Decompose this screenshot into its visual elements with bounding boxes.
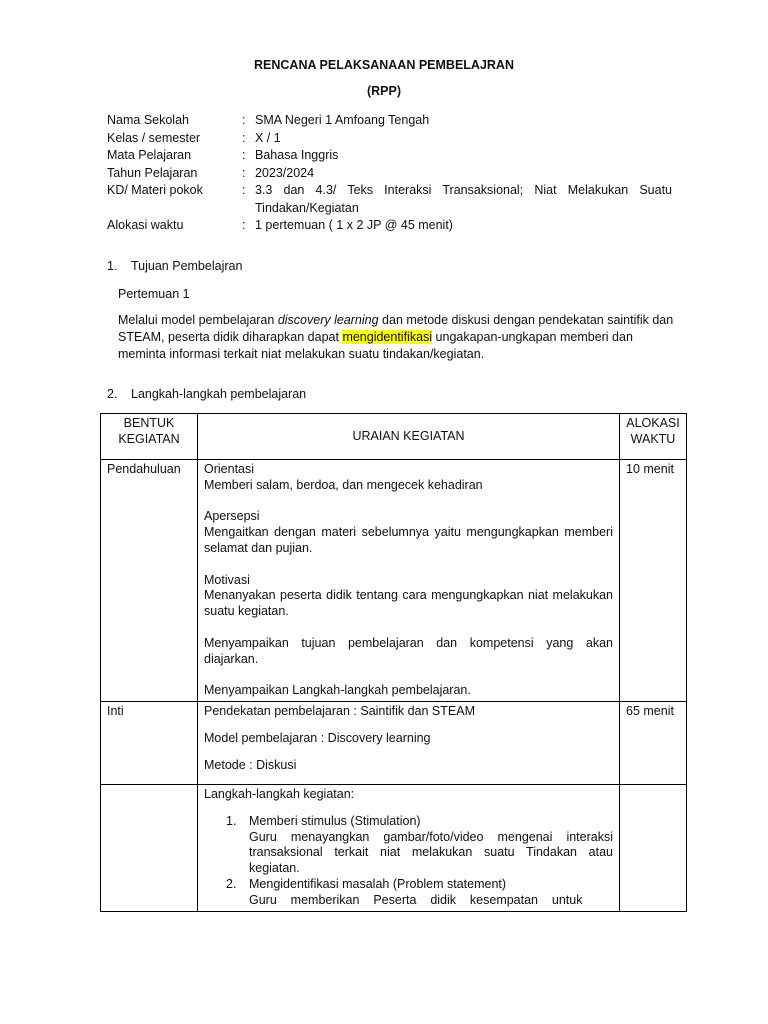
objective-italic: discovery learning (277, 313, 379, 327)
list-item (204, 814, 613, 877)
orientasi-text: Memberi salam, berdoa, dan mengecek kehadiran (204, 477, 483, 492)
header-line: WAKTU (630, 431, 676, 446)
identity-block (107, 112, 672, 235)
meta-value: 2023/2024 (255, 165, 315, 180)
objective-paragraph (118, 312, 678, 364)
meta-colon: : (242, 130, 246, 145)
meta-label: Mata Pelajaran (107, 148, 192, 162)
orientasi-title: Orientasi (204, 462, 255, 476)
meta-value: SMA Negeri 1 Amfoang Tengah (255, 113, 430, 127)
header-time-allocation (620, 414, 687, 460)
step-text: Guru memberikan Peserta didik kesempatan untuk (249, 892, 583, 907)
objective-highlight: mengidentifikasi (342, 330, 433, 345)
table-row-inti (101, 701, 687, 784)
header-activity-form (101, 414, 198, 460)
activity-description (198, 701, 620, 784)
step-number: 2. (226, 876, 237, 891)
meta-row-school (107, 112, 672, 130)
list-item (204, 877, 613, 909)
meta-colon: : (242, 183, 246, 197)
document-title: RENCANA PELAKSANAAN PEMBELAJRAN (254, 58, 514, 72)
time-allocation: 10 menit (620, 460, 687, 702)
steps-list (204, 814, 613, 909)
langkah-text: Menyampaikan Langkah-langkah pembelajaran. (204, 683, 471, 698)
table-header-row (101, 414, 687, 460)
steps-title: Langkah-langkah kegiatan: (204, 786, 355, 801)
apersepsi-text: Mengaitkan dengan materi sebelumnya yaitu mengungkapkan memberi selamat dan pujian. (204, 525, 613, 555)
objective-text: Melalui model pembelajaran (118, 313, 278, 327)
section-number: 2. (107, 387, 118, 401)
meta-row-time (107, 217, 672, 235)
meeting-label: Pertemuan 1 (118, 287, 190, 301)
section-title: Tujuan Pembelajran (131, 259, 243, 273)
meta-label: Kelas / semester (107, 130, 201, 145)
step-title: Memberi stimulus (Stimulation) (249, 813, 421, 828)
step-title: Mengidentifikasi masalah (Problem statement) (249, 876, 507, 891)
meta-value: 3.3 dan 4.3/ Teks Interaksi Transaksional; Niat Melakukan Suatu Tindakan/Kegiatan (255, 183, 672, 215)
header-line: ALOKASI (626, 416, 680, 430)
objective-text: ungakapan-ungkapan memberi dan meminta informasi terkait niat melakukan suatu tindakan/kegiatan. (118, 330, 633, 362)
meta-value: X / 1 (255, 130, 281, 145)
section-heading-steps (107, 387, 307, 401)
activity-label: Pendahuluan (101, 460, 198, 702)
meta-value: 1 pertemuan ( 1 x 2 JP @ 45 menit) (255, 218, 453, 232)
meta-row-kd (107, 182, 672, 217)
learning-steps-table (100, 413, 687, 912)
apersepsi-title: Apersepsi (204, 509, 260, 524)
header-line: BENTUK (123, 416, 175, 430)
meta-colon: : (242, 113, 246, 127)
meta-colon: : (242, 165, 246, 180)
time-allocation-empty (620, 784, 687, 911)
section-heading-objectives (107, 259, 243, 273)
step-number: 1. (226, 813, 237, 828)
activity-description (198, 460, 620, 702)
table-row-pendahuluan (101, 460, 687, 702)
motivasi-title: Motivasi (204, 572, 250, 587)
table-row-inti-steps (101, 784, 687, 911)
meta-row-subject (107, 147, 672, 165)
meta-label: Alokasi waktu (107, 218, 184, 232)
meta-label: Nama Sekolah (107, 113, 189, 127)
section-number: 1. (107, 259, 118, 273)
method-text: Metode : Diskusi (204, 757, 297, 772)
meta-colon: : (242, 218, 246, 232)
meta-row-year (107, 165, 672, 183)
time-allocation: 65 menit (620, 701, 687, 784)
model-text: Model pembelajaran : Discovery learning (204, 730, 431, 745)
activity-label-empty (101, 784, 198, 911)
activity-description (198, 784, 620, 911)
meta-label: Tahun Pelajaran (107, 165, 198, 180)
header-activity-description: URAIAN KEGIATAN (198, 414, 620, 460)
header-line: KEGIATAN (118, 431, 180, 446)
objective-text: dan metode diskusi dengan pendekatan saintifik dan STEAM, peserta didik diharapkan dapat (118, 313, 674, 345)
meta-colon: : (242, 148, 246, 162)
meta-row-class (107, 130, 672, 148)
section-title: Langkah-langkah pembelajaran (131, 387, 307, 401)
meta-label: KD/ Materi pokok (107, 183, 203, 197)
step-text: Guru menayangkan gambar/foto/video mengenai interaksi transaksional terkait niat melakukan suatu Tindakan atau kegiatan. (249, 829, 613, 876)
document-subtitle: (RPP) (366, 84, 402, 98)
activity-label: Inti (101, 701, 198, 784)
tujuan-text: Menyampaikan tujuan pembelajaran dan kompetensi yang akan diajarkan. (204, 635, 613, 666)
approach-text: Pendekatan pembelajaran : Saintifik dan STEAM (204, 703, 475, 718)
motivasi-text: Menanyakan peserta didik tentang cara mengungkapkan niat melakukan suatu kegiatan. (204, 588, 613, 619)
meta-value: Bahasa Inggris (255, 148, 339, 162)
